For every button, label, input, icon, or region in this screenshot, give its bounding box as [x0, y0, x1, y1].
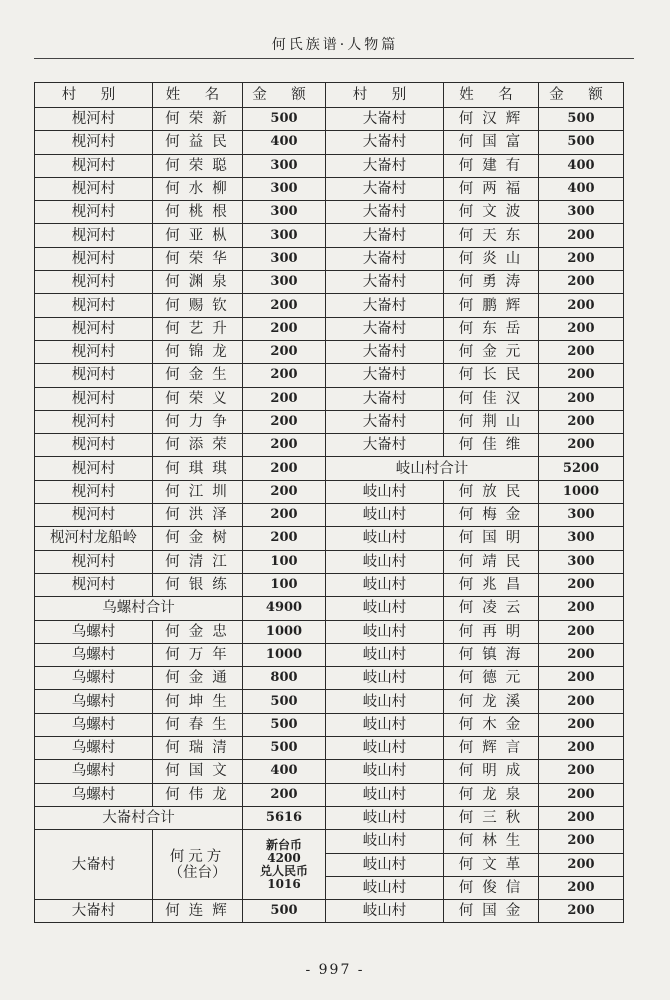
header-amount: 金 额: [539, 83, 624, 108]
village-cell: 大崙村: [326, 177, 444, 200]
subtotal-amount: 4900: [243, 597, 326, 620]
amount-cell: 300: [539, 201, 624, 224]
village-cell: 枧河村: [35, 340, 153, 363]
table-row: [35, 224, 624, 247]
amount-cell: 200: [539, 597, 624, 620]
name-cell: 何银练: [153, 573, 243, 596]
village-cell: 大崙村: [326, 410, 444, 433]
table-row: [35, 713, 624, 736]
header-amount: 金 额: [243, 83, 326, 108]
village-cell: 岐山村: [326, 597, 444, 620]
amount-cell: 800: [243, 667, 326, 690]
name-cell: 何洪泽: [153, 504, 243, 527]
name-cell: 何添荣: [153, 434, 243, 457]
name-cell: 何国富: [444, 131, 539, 154]
name-cell: 何瑞清: [153, 737, 243, 760]
table-row: [35, 527, 624, 550]
amount-line: 新台币: [265, 837, 302, 852]
village-cell: 枧河村: [35, 247, 153, 270]
village-cell: 大崙村: [326, 364, 444, 387]
name-cell: 何益民: [153, 131, 243, 154]
village-cell: 岐山村: [326, 806, 444, 829]
amount-cell: 300: [243, 247, 326, 270]
name-cell: 何金忠: [153, 620, 243, 643]
table-row: [35, 480, 624, 503]
village-cell: 乌螺村: [35, 690, 153, 713]
table-row: [35, 410, 624, 433]
village-cell: 岐山村: [326, 783, 444, 806]
name-cell: 何国文: [153, 760, 243, 783]
amount-cell: 200: [539, 853, 624, 876]
page-number: - 997 -: [305, 962, 365, 978]
village-cell: 大崙村: [326, 247, 444, 270]
name-cell: 何伟龙: [153, 783, 243, 806]
amount-cell: 200: [539, 410, 624, 433]
table-row: [35, 434, 624, 457]
table-row: [35, 457, 624, 480]
name-cell: 何明成: [444, 760, 539, 783]
name-cell: 何金通: [153, 667, 243, 690]
village-cell: 岐山村: [326, 550, 444, 573]
name-cell: 何国金: [444, 900, 539, 923]
amount-cell: 300: [243, 201, 326, 224]
name-cell: 何渊泉: [153, 271, 243, 294]
amount-cell: 200: [243, 504, 326, 527]
name-cell: 何鹏辉: [444, 294, 539, 317]
name-note: （住台）: [168, 864, 227, 881]
village-cell: 枧河村: [35, 480, 153, 503]
name-cell: 何凌云: [444, 597, 539, 620]
village-cell: 岐山村: [326, 643, 444, 666]
amount-cell: 300: [243, 271, 326, 294]
amount-cell: 200: [539, 760, 624, 783]
subtotal-label: 岐山村合计: [326, 457, 539, 480]
table-row: [35, 340, 624, 363]
name-cell: 何连辉: [153, 900, 243, 923]
village-cell: 乌螺村: [35, 783, 153, 806]
header-name: 姓 名: [444, 83, 539, 108]
amount-cell: 200: [539, 387, 624, 410]
table-row: [35, 643, 624, 666]
name-cell: 何琪琪: [153, 457, 243, 480]
table-row: [35, 131, 624, 154]
amount-cell: 200: [243, 364, 326, 387]
subtotal-label: 乌螺村合计: [35, 597, 243, 620]
village-cell: 枧河村: [35, 154, 153, 177]
amount-cell: 200: [243, 480, 326, 503]
village-cell: 岐山村: [326, 690, 444, 713]
village-cell: 岐山村: [326, 480, 444, 503]
amount-cell: 200: [539, 271, 624, 294]
name-cell: 何金生: [153, 364, 243, 387]
amount-cell: 200: [539, 294, 624, 317]
village-cell: 岐山村: [326, 620, 444, 643]
table-row: [35, 108, 624, 131]
amount-cell: 200: [243, 783, 326, 806]
amount-cell: 200: [243, 410, 326, 433]
amount-cell: 200: [539, 434, 624, 457]
page-header: 何氏族谱·人物篇: [271, 37, 399, 53]
amount-line: 1016: [267, 876, 301, 891]
village-cell: 乌螺村: [35, 667, 153, 690]
header-village: 村 别: [326, 83, 444, 108]
table-row: [35, 737, 624, 760]
amount-cell: 400: [539, 154, 624, 177]
village-cell: 岐山村: [326, 830, 444, 853]
village-cell: 岐山村: [326, 667, 444, 690]
name-cell: 何兆昌: [444, 573, 539, 596]
name-cell: [153, 830, 243, 900]
amount-cell: 200: [539, 247, 624, 270]
village-cell: 大崙村: [326, 294, 444, 317]
table-row: [35, 504, 624, 527]
amount-cell: 300: [243, 177, 326, 200]
subtotal-amount: 5200: [539, 457, 624, 480]
village-cell: 大崙村: [326, 201, 444, 224]
amount-cell: 100: [243, 573, 326, 596]
name-cell: 何金树: [153, 527, 243, 550]
village-cell: 乌螺村: [35, 737, 153, 760]
table-row: [35, 364, 624, 387]
village-cell: 岐山村: [326, 713, 444, 736]
village-cell: 大崙村: [326, 224, 444, 247]
amount-cell: 200: [243, 387, 326, 410]
name-cell: 何桃根: [153, 201, 243, 224]
name-cell: 何金元: [444, 340, 539, 363]
amount-cell: 200: [243, 527, 326, 550]
amount-cell: 400: [243, 760, 326, 783]
name-cell: 何文革: [444, 853, 539, 876]
village-cell: 枧河村: [35, 364, 153, 387]
amount-cell: 200: [539, 317, 624, 340]
name-cell: 何佳汉: [444, 387, 539, 410]
subtotal-amount: 5616: [243, 806, 326, 829]
amount-cell: 200: [539, 830, 624, 853]
village-cell: 大崙村: [326, 271, 444, 294]
amount-cell: 500: [243, 713, 326, 736]
table-row: [35, 690, 624, 713]
village-cell: 大崙村: [326, 108, 444, 131]
name-cell: 何江圳: [153, 480, 243, 503]
name-cell: 何荣聪: [153, 154, 243, 177]
amount-cell: 200: [539, 737, 624, 760]
name-cell: 何春生: [153, 713, 243, 736]
table-row: [35, 154, 624, 177]
table-row: [35, 783, 624, 806]
name-cell: 何龙溪: [444, 690, 539, 713]
village-cell: 岐山村: [326, 900, 444, 923]
village-cell: 枧河村: [35, 550, 153, 573]
name-cell: 何荣华: [153, 247, 243, 270]
name-cell: 何汉辉: [444, 108, 539, 131]
name-cell: 何勇涛: [444, 271, 539, 294]
donation-table: [34, 82, 624, 923]
table-row: [35, 271, 624, 294]
table-row: [35, 573, 624, 596]
table-header-row: [35, 83, 624, 108]
amount-cell: 200: [539, 224, 624, 247]
village-cell: 岐山村: [326, 504, 444, 527]
amount-cell: 200: [539, 643, 624, 666]
name-cell: 何国明: [444, 527, 539, 550]
name-cell: 何文波: [444, 201, 539, 224]
amount-cell: 500: [243, 108, 326, 131]
name-cell: 何荣新: [153, 108, 243, 131]
village-cell: 岐山村: [326, 737, 444, 760]
village-cell: 枧河村: [35, 504, 153, 527]
table-row: [35, 760, 624, 783]
amount-cell: 200: [539, 364, 624, 387]
village-cell: 枧河村: [35, 410, 153, 433]
table-row: [35, 806, 624, 829]
name-cell: 何艺升: [153, 317, 243, 340]
name-cell: 何亚枞: [153, 224, 243, 247]
amount-cell: 200: [243, 434, 326, 457]
name-cell: 何荆山: [444, 410, 539, 433]
village-cell: 大崙村: [326, 131, 444, 154]
village-cell: 大崙村: [35, 830, 153, 900]
table-row: [35, 177, 624, 200]
amount-cell: 200: [243, 294, 326, 317]
table-row: [35, 830, 624, 853]
table-row: [35, 620, 624, 643]
name-cell: 何俊信: [444, 876, 539, 899]
amount-line: 兑人民币: [259, 863, 308, 878]
village-cell: 枧河村: [35, 387, 153, 410]
name-cell: 何木金: [444, 713, 539, 736]
subtotal-label: 大崙村合计: [35, 806, 243, 829]
amount-cell: 200: [539, 713, 624, 736]
amount-cell: 1000: [539, 480, 624, 503]
name-cell: 何赐钦: [153, 294, 243, 317]
village-cell: 枧河村: [35, 271, 153, 294]
village-cell: 乌螺村: [35, 620, 153, 643]
amount-cell: 200: [243, 317, 326, 340]
amount-cell: 100: [243, 550, 326, 573]
table-row: [35, 667, 624, 690]
village-cell: 大崙村: [326, 434, 444, 457]
amount-cell: 300: [243, 154, 326, 177]
village-cell: 岐山村: [326, 573, 444, 596]
name-cell: 何靖民: [444, 550, 539, 573]
name-cell: 何建有: [444, 154, 539, 177]
amount-cell: 200: [539, 806, 624, 829]
village-cell: 岐山村: [326, 527, 444, 550]
header-rule: [34, 58, 634, 59]
name-cell: 何长民: [444, 364, 539, 387]
amount-cell: 200: [539, 620, 624, 643]
name-cell: 何万年: [153, 643, 243, 666]
amount-cell: 400: [539, 177, 624, 200]
name-cell: 何水柳: [153, 177, 243, 200]
name-cell: 何放民: [444, 480, 539, 503]
village-cell: 枧河村: [35, 177, 153, 200]
table-row: [35, 317, 624, 340]
village-cell: 大崙村: [326, 387, 444, 410]
amount-cell: 500: [243, 900, 326, 923]
village-cell: 枧河村: [35, 224, 153, 247]
amount-cell: [243, 830, 326, 900]
village-cell: 乌螺村: [35, 760, 153, 783]
amount-cell: 1000: [243, 643, 326, 666]
amount-cell: 200: [539, 667, 624, 690]
village-cell: 枧河村: [35, 434, 153, 457]
village-cell: 枧河村: [35, 108, 153, 131]
village-cell: 岐山村: [326, 876, 444, 899]
amount-cell: 400: [243, 131, 326, 154]
amount-cell: 200: [539, 573, 624, 596]
village-cell: 枧河村: [35, 317, 153, 340]
amount-cell: 200: [539, 783, 624, 806]
header-village: 村 别: [35, 83, 153, 108]
village-cell: 枧河村: [35, 457, 153, 480]
name-cell: 何德元: [444, 667, 539, 690]
name-cell: 何辉言: [444, 737, 539, 760]
amount-cell: 300: [243, 224, 326, 247]
village-cell: 乌螺村: [35, 713, 153, 736]
name-cell: 何力争: [153, 410, 243, 433]
village-cell: 岐山村: [326, 760, 444, 783]
amount-cell: 300: [539, 527, 624, 550]
village-cell: 枧河村: [35, 131, 153, 154]
amount-cell: 200: [539, 690, 624, 713]
name-cell: 何三秋: [444, 806, 539, 829]
village-cell: 大崙村: [35, 900, 153, 923]
table-row: [35, 387, 624, 410]
amount-cell: 1000: [243, 620, 326, 643]
amount-cell: 200: [539, 900, 624, 923]
village-cell: 枧河村: [35, 201, 153, 224]
name-cell: 何荣义: [153, 387, 243, 410]
amount-cell: 300: [539, 550, 624, 573]
village-cell: 乌螺村: [35, 643, 153, 666]
village-cell: 大崙村: [326, 154, 444, 177]
table-row: [35, 900, 624, 923]
name-cell: 何再明: [444, 620, 539, 643]
table-row: [35, 294, 624, 317]
table-row: [35, 550, 624, 573]
table-row: [35, 201, 624, 224]
village-cell: 大崙村: [326, 317, 444, 340]
name-cell: 何两福: [444, 177, 539, 200]
amount-cell: 500: [243, 690, 326, 713]
amount-cell: 200: [539, 876, 624, 899]
village-cell: 大崙村: [326, 340, 444, 363]
village-cell: 枧河村龙船岭: [35, 527, 153, 550]
amount-cell: 200: [243, 340, 326, 363]
name-cell: 何龙泉: [444, 783, 539, 806]
name-cell: 何东岳: [444, 317, 539, 340]
amount-cell: 200: [539, 340, 624, 363]
amount-cell: 500: [539, 108, 624, 131]
amount-line: 4200: [267, 850, 301, 865]
name-cell: 何锦龙: [153, 340, 243, 363]
name-cell: 何镇海: [444, 643, 539, 666]
name-cell: 何佳维: [444, 434, 539, 457]
table-row: [35, 247, 624, 270]
name-line: 何元方: [169, 848, 226, 865]
village-cell: 岐山村: [326, 853, 444, 876]
village-cell: 枧河村: [35, 294, 153, 317]
name-cell: 何清江: [153, 550, 243, 573]
village-cell: 枧河村: [35, 573, 153, 596]
amount-cell: 200: [243, 457, 326, 480]
name-cell: 何炎山: [444, 247, 539, 270]
header-name: 姓 名: [153, 83, 243, 108]
name-cell: 何梅金: [444, 504, 539, 527]
amount-cell: 300: [539, 504, 624, 527]
name-cell: 何林生: [444, 830, 539, 853]
name-cell: 何坤生: [153, 690, 243, 713]
table-row: [35, 597, 624, 620]
name-cell: 何天东: [444, 224, 539, 247]
amount-cell: 500: [539, 131, 624, 154]
amount-cell: 500: [243, 737, 326, 760]
